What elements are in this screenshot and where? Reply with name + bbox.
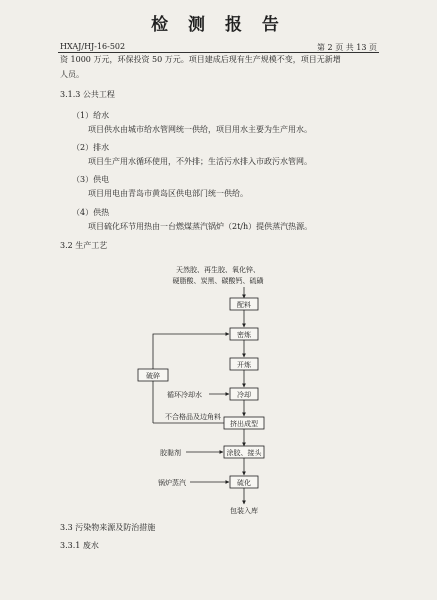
paragraph-line: 项目生产用水循环使用，不外排；生活污水排入市政污水管网。 bbox=[88, 157, 312, 166]
crushing-label: 破碎 bbox=[146, 372, 160, 380]
recycle-arrow bbox=[153, 334, 229, 369]
section-heading: 3.1.3 公共工程 bbox=[60, 90, 115, 99]
cooling-label: 冷却 bbox=[237, 391, 251, 399]
section-heading: 3.3.1 废水 bbox=[60, 541, 99, 550]
subsection-heading: （4）供热 bbox=[72, 208, 110, 217]
page-info: 第 2 页 共 13 页 bbox=[317, 43, 377, 52]
paragraph-line: 项目供水由城市给水管网统一供给，项目用水主要为生产用水。 bbox=[88, 125, 312, 134]
cooling-water-label: 循环冷却水 bbox=[167, 391, 202, 399]
document-number: HXAJ/HJ-16-502 bbox=[60, 42, 126, 51]
packing-label: 包装入库 bbox=[230, 507, 258, 515]
report-title: 检 测 报 告 bbox=[151, 15, 286, 35]
adhesive-label: 胶黏剂 bbox=[160, 449, 181, 457]
paragraph-line: 资 1000 万元，环保投资 50 万元。项目建成后现有生产规模不变，项目无新增 bbox=[60, 55, 341, 64]
sticking-label: 涂胶、接头 bbox=[226, 449, 262, 457]
vulcanize-label: 硫化 bbox=[237, 479, 251, 487]
subsection-heading: （3）供电 bbox=[72, 175, 110, 184]
open-mill-label: 开炼 bbox=[237, 361, 251, 369]
subsection-heading: （2）排水 bbox=[72, 143, 110, 152]
raw-materials-line2: 硬脂酸、炭黑、碳酸钙、硫磺 bbox=[172, 277, 264, 285]
section-heading: 3.2 生产工艺 bbox=[60, 241, 108, 250]
subsection-heading: （1）给水 bbox=[72, 111, 110, 120]
extrusion-label: 挤出成型 bbox=[230, 420, 258, 428]
paragraph-line: 项目硫化环节用热由一台燃煤蒸汽锅炉（2t/h）提供蒸汽热源。 bbox=[88, 222, 313, 231]
mixing-label: 密炼 bbox=[237, 331, 251, 339]
raw-materials-line1: 天然胶、再生胶、氧化锌、 bbox=[176, 266, 260, 274]
paragraph-line: 人员。 bbox=[60, 70, 84, 79]
paragraph-line: 项目用电由青岛市黄岛区供电部门统一供给。 bbox=[88, 189, 248, 198]
steam-label: 锅炉蒸汽 bbox=[158, 479, 186, 487]
batching-label: 配料 bbox=[237, 301, 251, 309]
section-heading: 3.3 污染物来源及防治措施 bbox=[60, 523, 156, 532]
rejects-label: 不合格品及边角料 bbox=[165, 413, 221, 421]
